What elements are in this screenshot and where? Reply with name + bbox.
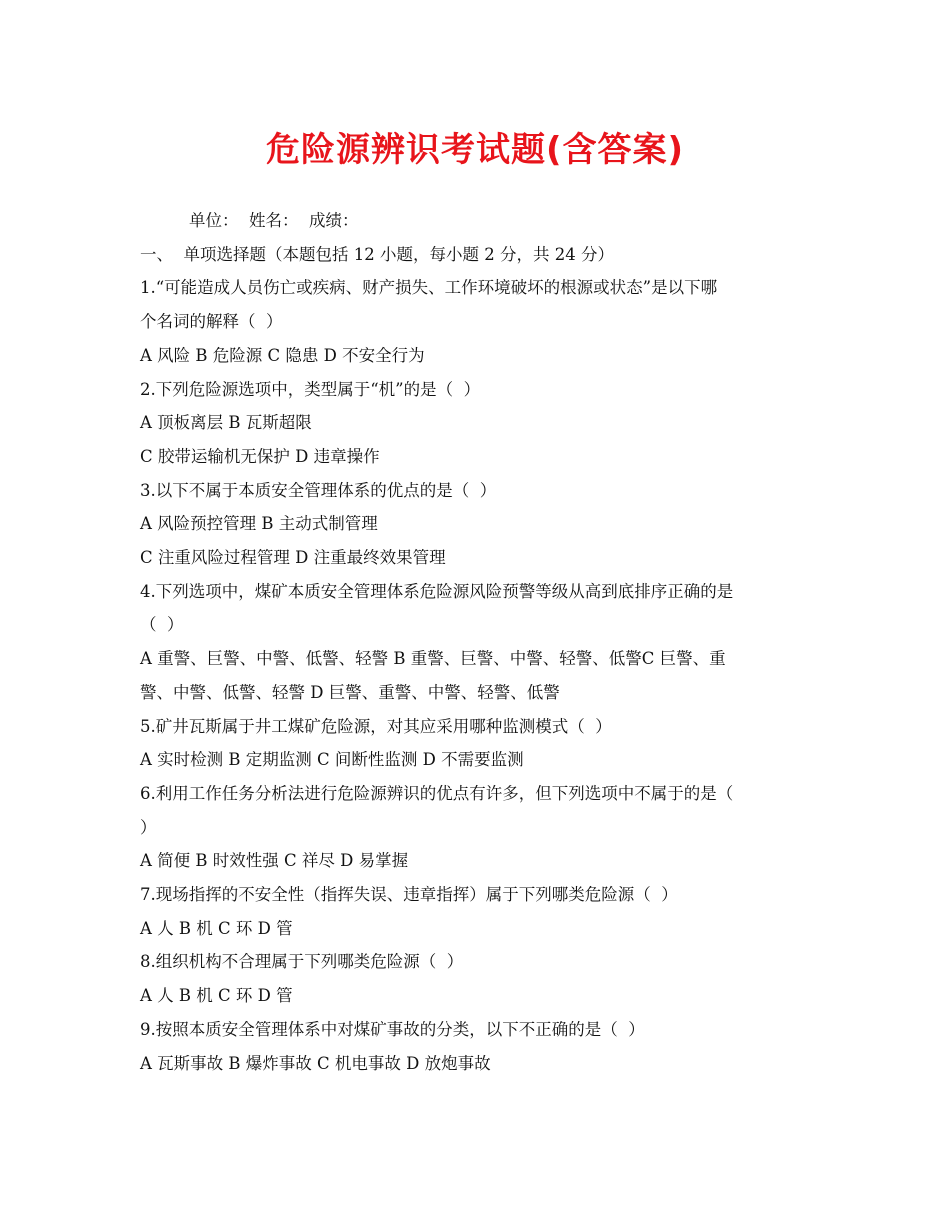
question-2-text: 2.下列危险源选项中，类型属于“机”的是（ ） (140, 379, 481, 399)
question-7-text: 7.现场指挥的不安全性（指挥失误、违章指挥）属于下列哪类危险源（ ） (140, 885, 678, 905)
question-6-options: A 简便 B 时效性强 C 祥尽 D 易掌握 (140, 851, 409, 871)
question-1-options: A 风险 B 危险源 C 隐患 D 不安全行为 (140, 345, 425, 365)
question-8-options: A 人 B 机 C 环 D 管 (140, 986, 293, 1006)
question-4-text-cont: （ ） (140, 615, 184, 635)
question-3-options-cd: C 注重风险过程管理 D 注重最终效果管理 (140, 548, 446, 568)
question-2-options-ab: A 顶板离层 B 瓦斯超限 (140, 413, 312, 433)
question-4-options: A 重警、巨警、中警、低警、轻警 B 重警、巨警、中警、轻警、低警C 巨警、重 (140, 649, 726, 669)
question-3-options-ab: A 风险预控管理 B 主动式制管理 (140, 514, 378, 534)
question-3-text: 3.以下不属于本质安全管理体系的优点的是（ ） (140, 480, 497, 500)
question-7-options: A 人 B 机 C 环 D 管 (140, 918, 293, 938)
question-6-text: 6.利用工作任务分析法进行危险源辨识的优点有许多，但下列选项中不属于的是（ (140, 783, 734, 803)
question-4-options-cont: 警、中警、低警、轻警 D 巨警、重警、中警、轻警、低警 (140, 682, 560, 702)
document-body (140, 204, 812, 1080)
question-2-options-cd: C 胶带运输机无保护 D 违章操作 (140, 446, 380, 466)
question-8-text: 8.组织机构不合理属于下列哪类危险源（ ） (140, 952, 464, 972)
question-1-text: 1.“可能造成人员伤亡或疾病、财产损失、工作环境破坏的根源或状态”是以下哪 (140, 278, 718, 298)
question-4-text: 4.下列选项中，煤矿本质安全管理体系危险源风险预警等级从高到底排序正确的是 (140, 581, 734, 601)
question-9-options: A 瓦斯事故 B 爆炸事故 C 机电事故 D 放炮事故 (140, 1053, 491, 1073)
question-1-text-cont: 个名词的解释（ ） (140, 312, 283, 332)
section-heading: 一、 单项选择题（本题包括 12 小题，每小题 2 分，共 24 分） (140, 244, 614, 264)
question-5-options: A 实时检测 B 定期监测 C 间断性监测 D 不需要监测 (140, 750, 524, 770)
document-title: 危险源辨识考试题(含答案) (265, 130, 685, 170)
question-5-text: 5.矿井瓦斯属于井工煤矿危险源，对其应采用哪种监测模式（ ） (140, 716, 612, 736)
question-9-text: 9.按照本质安全管理体系中对煤矿事故的分类，以下不正确的是（ ） (140, 1019, 645, 1039)
question-6-text-cont: ） (140, 817, 157, 837)
info-fields-line: 单位： 姓名： 成绩： (189, 211, 359, 230)
